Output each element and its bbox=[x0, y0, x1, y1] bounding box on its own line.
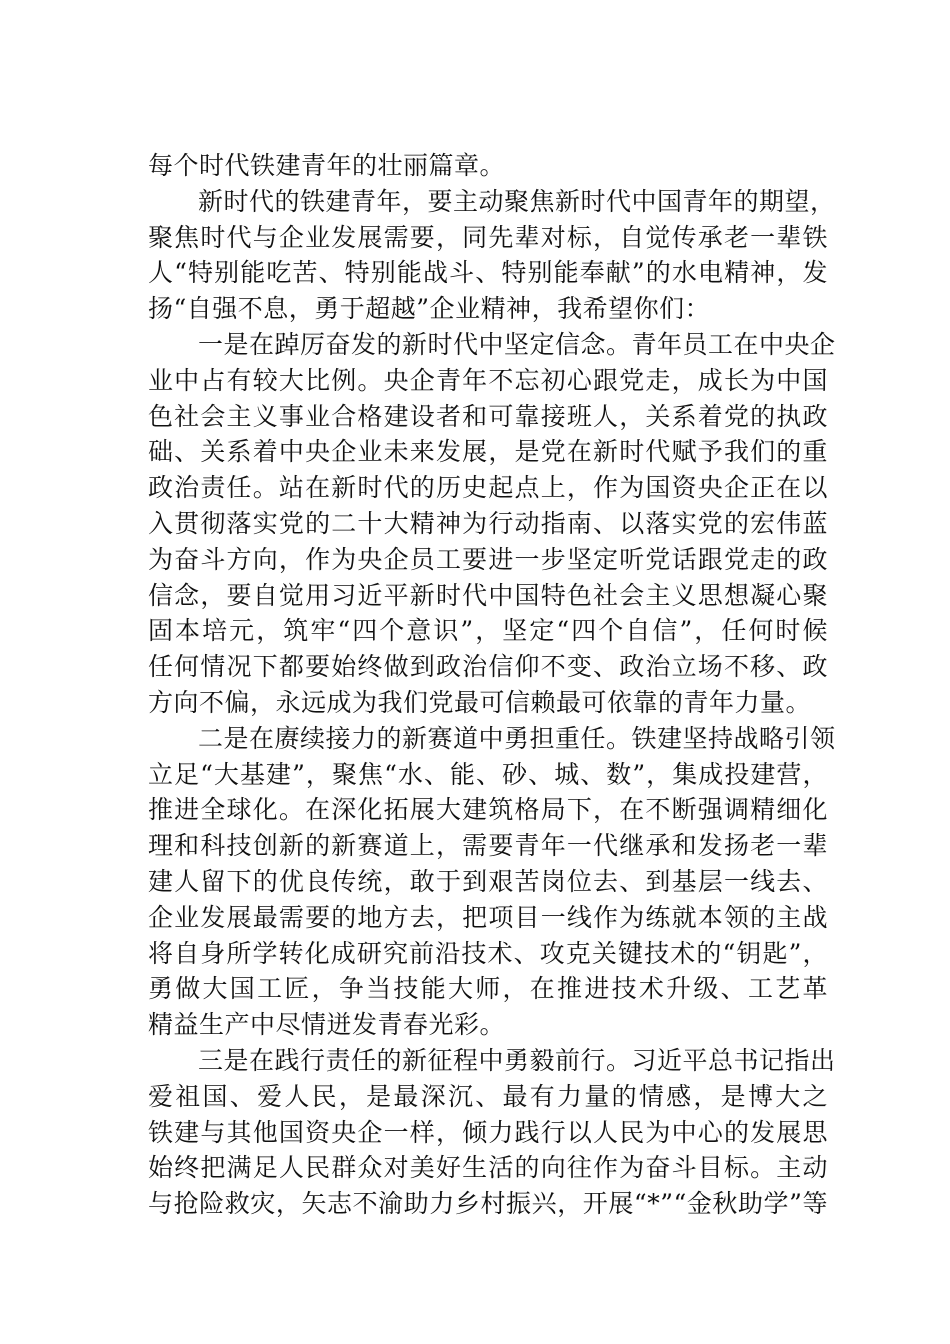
text-line: 三是在践行责任的新征程中勇毅前行。习近平总书记指出 bbox=[198, 1045, 836, 1075]
text-line: 固本培元，筑牢“四个意识”，坚定“四个自信”，任何时候 bbox=[148, 616, 828, 646]
text-line: 础、关系着中央企业未来发展，是党在新时代赋予我们的重 bbox=[148, 437, 828, 467]
text-line: 理和科技创新的新赛道上，需要青年一代继承和发扬老一辈 bbox=[148, 831, 828, 861]
text-line: 二是在赓续接力的新赛道中勇担重任。铁建坚持战略引领 bbox=[198, 723, 836, 753]
document-body bbox=[148, 148, 836, 1222]
text-line: 立足“大基建”，聚焦“水、能、砂、城、数”，集成投建营， bbox=[148, 759, 828, 789]
text-line: 扬“自强不息，勇于超越”企业精神，我希望你们： bbox=[148, 294, 711, 324]
text-line: 铁建与其他国资央企一样，倾力践行以人民为中心的发展思 bbox=[148, 1117, 828, 1147]
text-line: 为奋斗方向，作为央企员工要进一步坚定听党话跟党走的政 bbox=[148, 544, 828, 574]
text-line: 入贯彻落实党的二十大精神为行动指南、以落实党的宏伟蓝 bbox=[148, 508, 828, 538]
text-line: 勇做大国工匠，争当技能大师，在推进技术升级、工艺革 bbox=[148, 974, 828, 1004]
text-line: 信念，要自觉用习近平新时代中国特色社会主义思想凝心聚 bbox=[148, 580, 828, 610]
text-line: 推进全球化。在深化拓展大建筑格局下，在不断强调精细化 bbox=[148, 795, 828, 825]
text-line: 爱祖国、爱人民，是最深沉、最有力量的情感，是博大之 bbox=[148, 1081, 828, 1111]
text-line: 企业发展最需要的地方去，把项目一线作为练就本领的主战 bbox=[148, 902, 828, 932]
text-line: 方向不偏，永远成为我们党最可信赖最可依靠的青年力量。 bbox=[148, 687, 812, 717]
text-line: 一是在踔厉奋发的新时代中坚定信念。青年员工在中央企 bbox=[198, 329, 836, 359]
text-line: 政治责任。站在新时代的历史起点上，作为国资央企正在以 bbox=[148, 473, 828, 503]
text-line: 业中占有较大比例。央企青年不忘初心跟党走，成长为中国 bbox=[148, 365, 828, 395]
text-line: 色社会主义事业合格建设者和可靠接班人，关系着党的执政 bbox=[148, 401, 828, 431]
text-line: 每个时代铁建青年的壮丽篇章。 bbox=[148, 151, 506, 180]
text-line: 新时代的铁建青年，要主动聚焦新时代中国青年的期望， bbox=[198, 186, 836, 216]
text-line: 始终把满足人民群众对美好生活的向往作为奋斗目标。主动 bbox=[148, 1153, 828, 1183]
text-line: 人“特别能吃苦、特别能战斗、特别能奉献”的水电精神，发 bbox=[148, 258, 828, 288]
text-line: 精益生产中尽情迸发青春光彩。 bbox=[148, 1010, 506, 1040]
text-line: 将自身所学转化成研究前沿技术、攻克关键技术的“钥匙”， bbox=[148, 938, 828, 968]
text-line: 任何情况下都要始终做到政治信仰不变、政治立场不移、政 bbox=[148, 652, 828, 682]
text-line: 与抢险救灾，矢志不渝助力乡村振兴，开展“*”“金秋助学”等 bbox=[148, 1189, 828, 1219]
text-line: 建人留下的优良传统，敢于到艰苦岗位去、到基层一线去、 bbox=[148, 866, 828, 896]
text-line: 聚焦时代与企业发展需要，同先辈对标，自觉传承老一辈铁 bbox=[148, 222, 828, 252]
